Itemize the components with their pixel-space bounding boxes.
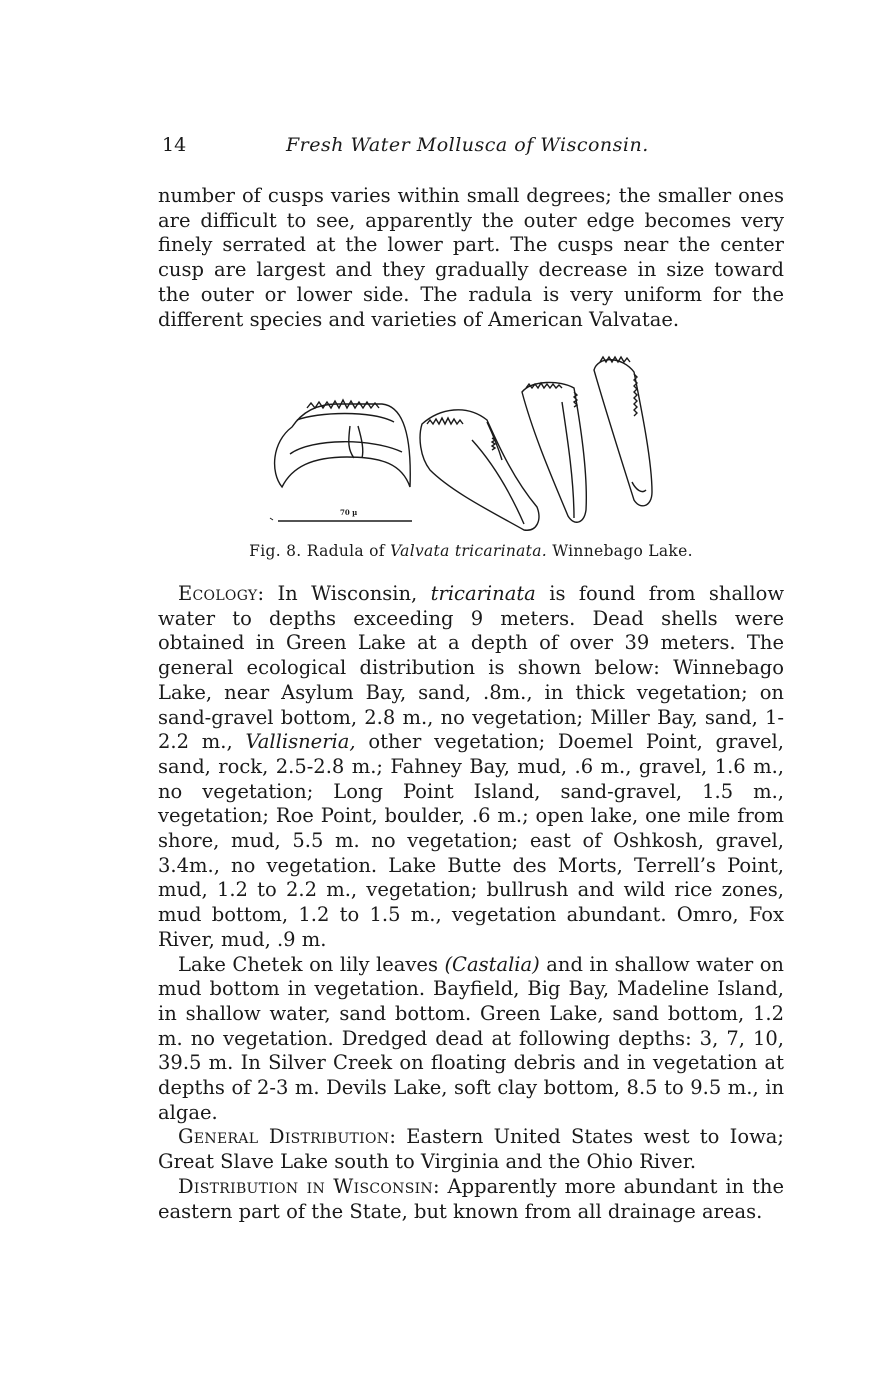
lateral-tooth-drawing [420, 410, 539, 530]
figure-caption [158, 542, 784, 560]
ecology-heading-sep: : [257, 582, 265, 605]
caption-prefix: Fig. 8. [249, 542, 302, 560]
general-distribution-sep: : [389, 1125, 396, 1149]
running-title: Fresh Water Mollusca of Wisconsin. [286, 134, 649, 156]
page-header [162, 134, 782, 162]
scale-label: 70 µ [340, 508, 358, 517]
body-text-block [158, 582, 784, 1224]
ecology-text-a: In Wisconsin, [277, 582, 418, 605]
intro-paragraph-block [158, 184, 784, 332]
ecology-text-d: Lake Chetek on lily leaves [178, 952, 438, 976]
wisconsin-distribution-text: Apparently more abundant in the eastern part of the State, but known from all drainage areas. [158, 1174, 785, 1223]
ecology-paragraph [158, 582, 784, 953]
caption-pre: Radula of [306, 542, 385, 560]
wisconsin-distribution-heading: Distribution in Wisconsin [178, 1174, 433, 1198]
general-distribution-heading: General Distribution [178, 1125, 390, 1149]
ecology-paragraph-2 [158, 953, 784, 1126]
caption-species: Valvata tricarinata. [390, 542, 547, 560]
general-distribution-text: Eastern United States west to Iowa; Great Slave Lake south to Virginia and the Ohio River. [158, 1125, 784, 1174]
wisconsin-distribution-paragraph [158, 1175, 784, 1224]
scale-bar [270, 518, 412, 521]
ecology-species: tricarinata [430, 582, 536, 605]
caption-post: Winnebago Lake. [552, 542, 693, 560]
ecology-vallisneria: Vallisneria, [245, 730, 356, 754]
ecology-text-b: is found from shallow water to depths exceeding 9 meters. Dead shells were obtained in Green Lake at a depth of over 39 meters. The general ecological distribution is shown below: Winnebago Lake, near Asylum Bay, sand, .8m., in thick vegetation; on sand-gravel bottom, 2.8 m., no vegetation; Miller Bay, sand, 1-2.2 m., [158, 582, 785, 754]
wisconsin-distribution-sep: : [432, 1174, 440, 1198]
ecology-text-c: other vegetation; Doemel Point, gravel, sand, rock, 2.5-2.8 m.; Fahney Bay, mud, .6 m., gravel, 1.6 m., no vegetation; Long Point Island, sand-gravel, 1.5 m., vegetation; Roe Point, boulder, .6 m.; open lake, one mile from shore, mud, 5.5 m. no vegetation; east of Oshkosh, gravel, 3.4m., no vegetation. Lake Butte des Morts, Terrell’s Point, mud, 1.2 to 2.2 m., vegetation; bullrush and wild rice zones, mud bottom, 1.2 to 1.5 m., vegetation abundant. Omro, Fox River, mud, .9 m. [158, 730, 784, 951]
intro-paragraph: number of cusps varies within small degrees; the smaller ones are difficult to see, apparently the outer edge becomes very finely serrated at the lower part. The cusps near the center cusp are largest and they gradually decrease in size toward the outer or lower side. The radula is very uniform for the different species and varieties of American Valvatae. [158, 184, 784, 331]
ecology-text-e: and in shallow water on mud bottom in vegetation. Bayfield, Big Bay, Madeline Island, in shallow water, sand bottom. Green Lake, sand bottom, 1.2 m. no vegetation. Dredged dead at following depths: 3, 7, 10, 39.5 m. In Silver Creek on floating debris and in vegetation at depths of 2-3 m. Devils Lake, soft clay bottom, 8.5 to 9.5 m., in algae. [158, 952, 784, 1124]
ecology-heading: Ecology [178, 582, 258, 605]
ecology-castalia: (Castalia) [444, 952, 540, 976]
outer-marginal-tooth-drawing [594, 357, 652, 506]
radula-figure [262, 342, 662, 537]
general-distribution-paragraph [158, 1125, 784, 1174]
page-number: 14 [162, 134, 187, 156]
central-tooth-drawing [275, 400, 411, 487]
